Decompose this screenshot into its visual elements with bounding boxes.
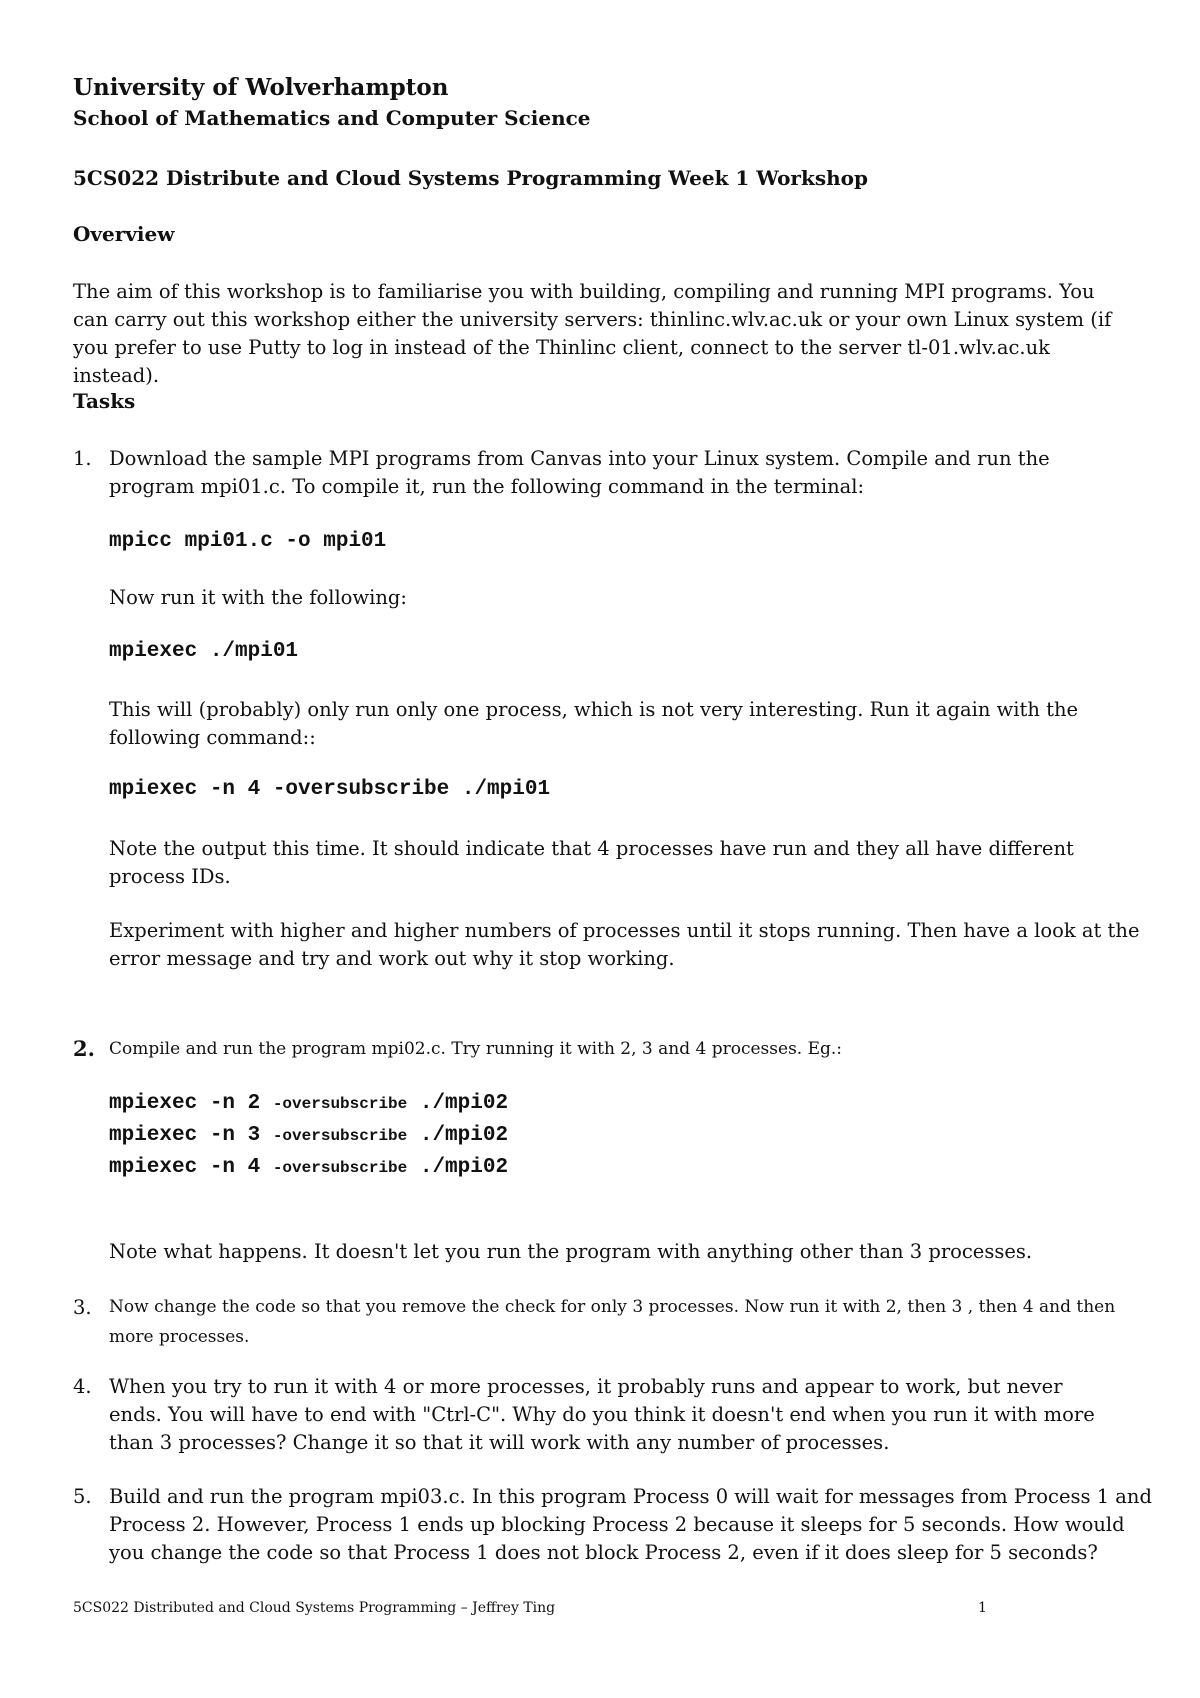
document-title: 5CS022 Distribute and Cloud Systems Programming Week 1 Workshop [73,166,868,190]
task-3-text: Now change the code so that you remove the check for only 3 processes. Now run it with 2, then 3 , then 4 and then more processes. [109,1297,1116,1347]
school-name: School of Mathematics and Computer Science [73,106,591,130]
task-1-compile-command: mpicc mpi01.c -o mpi01 [109,530,387,553]
overview-heading: Overview [73,222,175,246]
task-2-number: 2. [73,1036,95,1061]
task-2-note-text: Note what happens. It doesn't let you run the program with anything other than 3 processes. [109,1240,1033,1263]
footer-page-number: 1 [978,1600,987,1616]
task-3-number: 3. [73,1296,92,1319]
task-1-intro: Download the sample MPI programs from Canvas into your Linux system. Compile and run the program mpi01.c. To compile it, run the following command in the terminal: [109,447,1050,498]
task-5-number: 5. [73,1485,92,1508]
task-1-run-text: Now run it with the following: [109,586,407,609]
task-4-text: When you try to run it with 4 or more processes, it probably runs and appear to work, but never ends. You will have to end with "Ctrl-C". Why do you think it doesn't end when you run it with more than 3 processes? Change it so that it will work with any number of processes. [109,1375,1095,1454]
task-1-number: 1. [73,447,92,470]
task-4-number: 4. [73,1375,92,1398]
task-1-run-command: mpiexec ./mpi01 [109,640,299,663]
tasks-heading: Tasks [73,389,136,413]
task-1-note-text: Note the output this time. It should indicate that 4 processes have run and they all have different process IDs. [109,837,1074,888]
task-2-command-3: mpiexec -n 4 -oversubscribe ./mpi02 [109,1156,509,1179]
task-2-intro: Compile and run the program mpi02.c. Try running it with 2, 3 and 4 processes. Eg.: [109,1039,843,1059]
university-name: University of Wolverhampton [73,74,449,101]
task-2-command-1: mpiexec -n 2 -oversubscribe ./mpi02 [109,1092,509,1115]
task-1-oversubscribe-command: mpiexec -n 4 -oversubscribe ./mpi01 [109,778,551,801]
overview-text: The aim of this workshop is to familiarise you with building, compiling and running MPI programs. You can carry out this workshop either the university servers: thinlinc.wlv.ac.uk or your own Linux system (if you prefer to use Putty to log in instead of the Thinlinc client, connect to the server tl-01.wlv.ac.uk instead). [73,280,1112,387]
task-1-again-text: This will (probably) only run only one process, which is not very interesting. Run it again with the following command:: [109,698,1079,749]
task-5-text: Build and run the program mpi03.c. In this program Process 0 will wait for messages from Process 1 and Process 2. However, Process 1 ends up blocking Process 2 because it sleeps for 5 seconds. How would you change the code so that Process 1 does not block Process 2, even if it does sleep for 5 seconds? [109,1485,1152,1564]
task-1-experiment-text: Experiment with higher and higher numbers of processes until it stops running. Then have a look at the error message and try and work out why it stop working. [109,919,1140,970]
footer-course: 5CS022 Distributed and Cloud Systems Programming – Jeffrey Ting [73,1600,556,1616]
task-2-command-2: mpiexec -n 3 -oversubscribe ./mpi02 [109,1124,509,1147]
